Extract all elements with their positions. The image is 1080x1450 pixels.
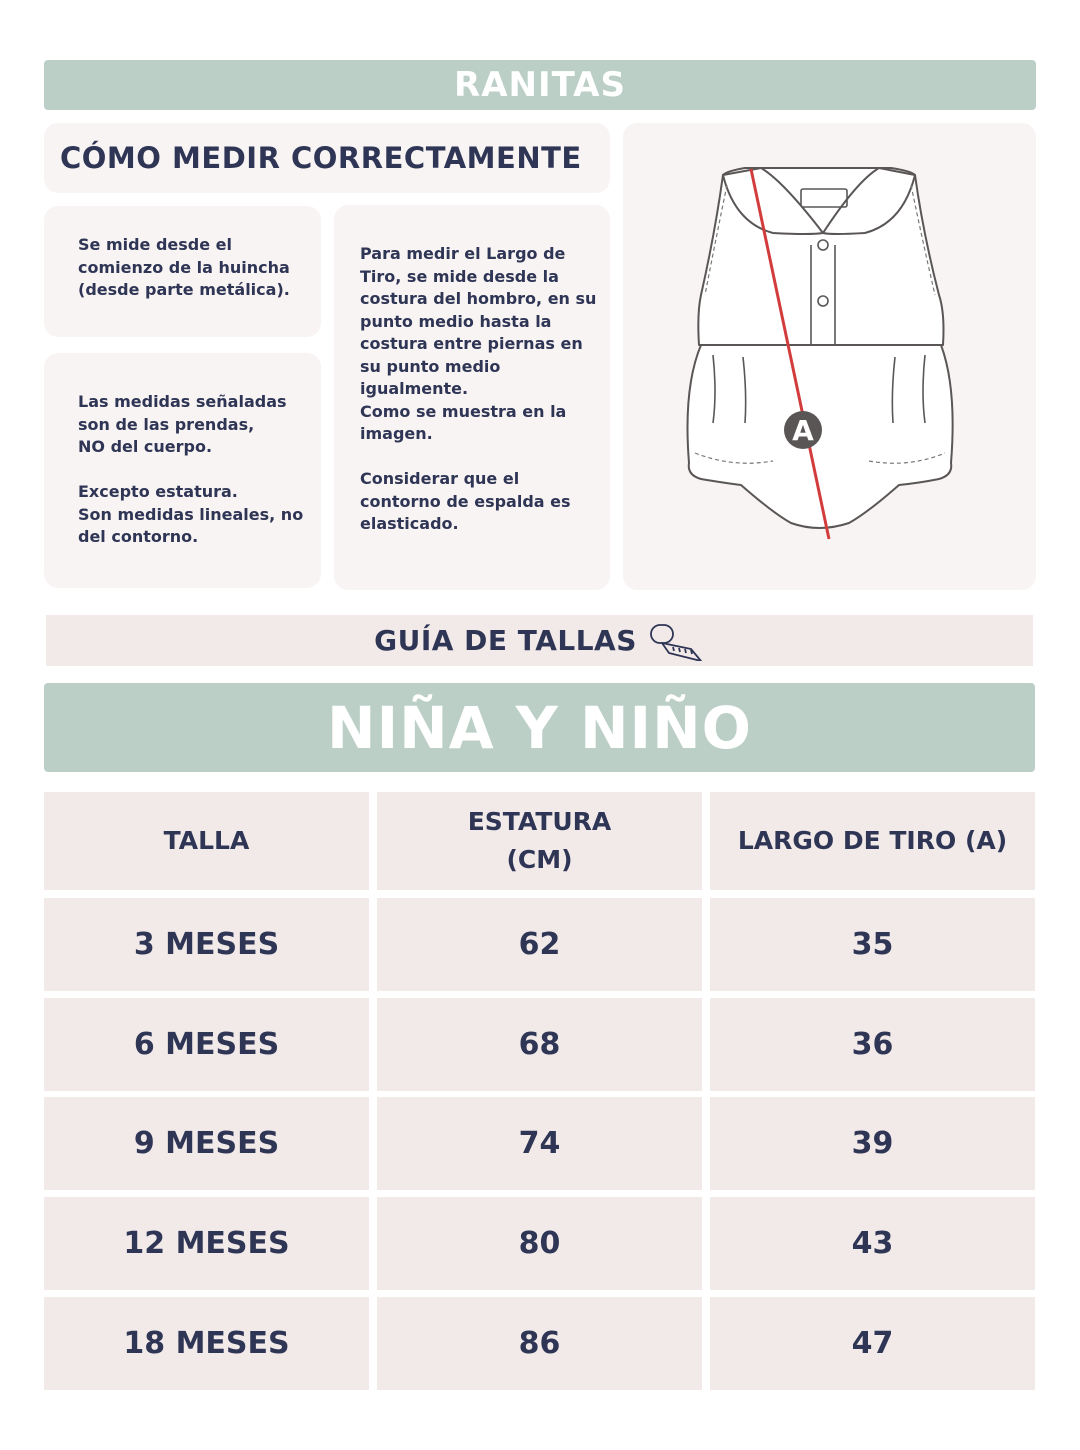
table-cell-estatura	[377, 1297, 702, 1390]
table-cell-value: 47	[851, 1326, 894, 1361]
table-cell-value: 6 MESES	[133, 1027, 280, 1062]
table-cell-value: 3 MESES	[133, 927, 280, 962]
table-cell-value: 43	[851, 1226, 894, 1261]
romper-illustration	[623, 123, 1036, 590]
tape-note-card	[44, 206, 321, 337]
table-header-estatura	[377, 792, 702, 890]
table-cell-estatura	[377, 898, 702, 991]
table-cell-largo-de-tiro	[710, 1097, 1035, 1190]
table-cell-estatura	[377, 998, 702, 1091]
measuring-tape-icon	[647, 621, 705, 661]
table-cell-largo-de-tiro	[710, 1297, 1035, 1390]
table-cell-value: 39	[851, 1126, 894, 1161]
title-banner	[44, 60, 1036, 110]
table-header-label: TALLA	[163, 826, 250, 855]
section-title: NIÑA Y NIÑO	[327, 693, 752, 762]
table-cell-value: 68	[518, 1027, 561, 1062]
table-cell-value: 35	[851, 927, 894, 962]
length-note-card	[334, 205, 610, 590]
size-guide-header	[46, 615, 1033, 666]
page-title: RANITAS	[454, 65, 626, 105]
romper-illustration-card	[623, 123, 1036, 590]
table-header-label: ESTATURA (CM)	[467, 807, 612, 874]
tape-note-text: Se mide desde el comienzo de la huincha (desde parte metálica).	[78, 235, 290, 299]
table-cell-estatura	[377, 1097, 702, 1190]
how-to-measure-title: CÓMO MEDIR CORRECTAMENTE	[60, 141, 582, 175]
table-cell-value: 86	[518, 1326, 561, 1361]
table-cell-value: 9 MESES	[133, 1126, 280, 1161]
length-note-text: Para medir el Largo de Tiro, se mide desde la costura del hombro, en su punto medio hasta la costura entre piernas en su punto medio igualmente. Como se muestra en la imagen. Considerar que el contorno de espalda es elasticado.	[360, 244, 597, 533]
table-cell-value: 36	[851, 1027, 894, 1062]
measurement-marker-label: A	[792, 414, 814, 447]
size-guide-title: GUÍA DE TALLAS	[374, 624, 637, 657]
table-cell-talla	[44, 1097, 369, 1190]
table-header-label: LARGO DE TIRO (A)	[737, 826, 1008, 855]
table-cell-largo-de-tiro	[710, 898, 1035, 991]
garment-note-text: Las medidas señaladas son de las prendas, NO del cuerpo. Excepto estatura. Son medidas lineales, no del contorno.	[78, 392, 304, 546]
table-cell-talla	[44, 898, 369, 991]
table-cell-talla	[44, 1297, 369, 1390]
table-cell-talla	[44, 998, 369, 1091]
table-cell-talla	[44, 1197, 369, 1290]
table-cell-largo-de-tiro	[710, 1197, 1035, 1290]
table-cell-largo-de-tiro	[710, 998, 1035, 1091]
table-cell-value: 12 MESES	[123, 1226, 290, 1261]
table-header-talla	[44, 792, 369, 890]
table-cell-value: 18 MESES	[123, 1326, 290, 1361]
garment-note-card	[44, 353, 321, 588]
table-cell-value: 74	[518, 1126, 561, 1161]
how-to-measure-header	[44, 123, 610, 193]
table-cell-estatura	[377, 1197, 702, 1290]
table-cell-value: 62	[518, 927, 561, 962]
table-cell-value: 80	[518, 1226, 561, 1261]
section-banner	[44, 683, 1035, 772]
table-header-largo-de-tiro	[710, 792, 1035, 890]
